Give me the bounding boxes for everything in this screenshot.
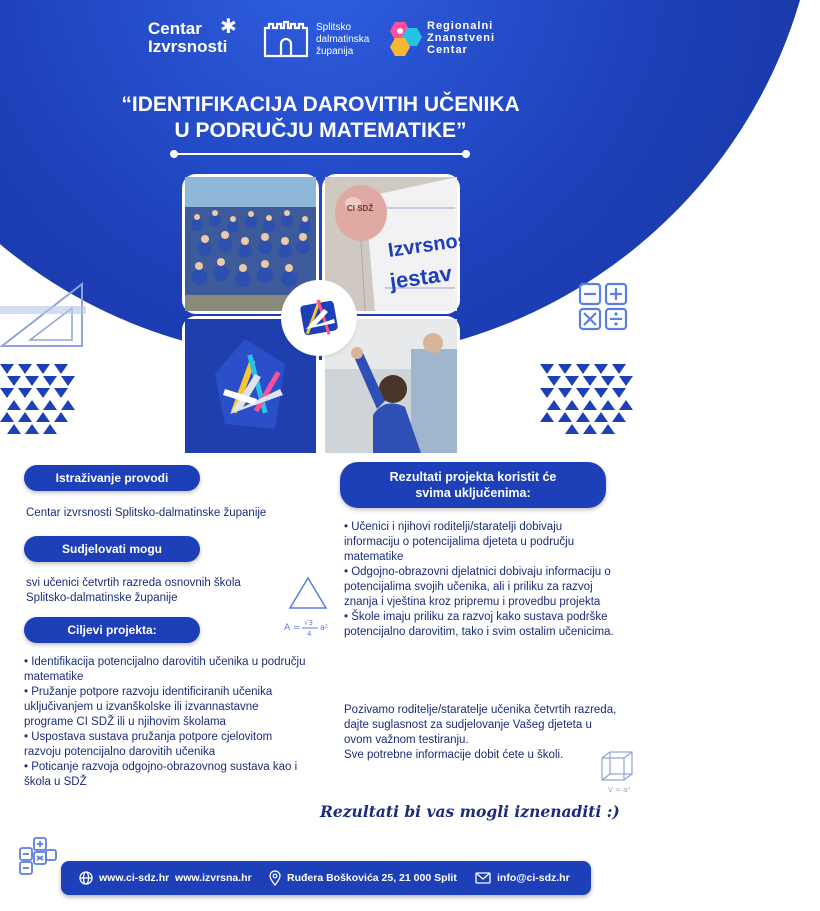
- asterisk-icon: ✱: [220, 16, 237, 38]
- goal-item: • Uspostava sustava pružanja potpore cjelovitom razvoju potencijalno darovitih učenika: [24, 731, 273, 758]
- page-title: [40, 92, 601, 144]
- logo-sdz-line1: Splitsko: [316, 22, 352, 33]
- location-pin-icon: [269, 870, 281, 886]
- goal-item: • Pružanje potpore razvoju identificiranih učenika uključivanjem u izvanškolske ili izvannastavne programe CI SDŽ ili u njihovim školama: [24, 686, 273, 728]
- centar-izvrsnosti-logo: [148, 16, 237, 56]
- invitation-line2: Sve potrebne informacije dobit ćete u školi.: [344, 749, 564, 761]
- title-divider: [170, 150, 470, 158]
- logo-bar: [0, 14, 641, 64]
- research-text: Centar izvrsnosti Splitsko-dalmatinske županije: [26, 507, 267, 519]
- globe-icon: [79, 871, 93, 885]
- triangle-pattern-left: [0, 364, 86, 434]
- center-logo-badge: [284, 283, 354, 353]
- footer-email-text: info@ci-sdz.hr: [497, 872, 570, 884]
- contact-footer: [61, 861, 591, 895]
- logo-rzc-line1: Regionalni: [427, 20, 494, 32]
- logo-sdz-line3: županija: [316, 46, 354, 57]
- formula-fraction: √3: [304, 619, 313, 627]
- triangle-pattern-right: [540, 364, 641, 434]
- results-label-line2: svima uključenima:: [415, 486, 531, 500]
- science-hexagon-icon: [385, 18, 425, 58]
- logo-sdz-line2: dalmatinska: [316, 34, 370, 45]
- footer-email[interactable]: [475, 861, 570, 895]
- logo-ci-line2: Izvrsnosti: [148, 37, 228, 56]
- cube-formula: V = a³: [608, 786, 631, 794]
- title-line2: U PODRUČJU MATEMATIKE”: [174, 119, 467, 142]
- math-operators-icon: [578, 282, 630, 332]
- formula-right: a²: [320, 623, 329, 632]
- balloon-text: CI SDŽ: [347, 204, 374, 213]
- footer-address-text: Ruđera Boškovića 25, 21 000 Split: [287, 872, 457, 884]
- goals-list: [24, 655, 309, 790]
- participants-label: Sudjelovati mogu: [24, 536, 200, 562]
- banner-text-line1: Izvrsnos: [386, 228, 471, 262]
- formula-left: A =: [284, 623, 301, 633]
- invitation-line1: Pozivamo roditelje/staratelje učenika četvrtih razreda, dajte suglasnost za sudjelovanje Vašeg djeteta u ovom važnom testiranju.: [344, 704, 617, 746]
- results-label-line1: Rezultati projekta koristit će: [389, 470, 557, 484]
- results-label: [340, 462, 606, 508]
- logo-rzc-line3: Centar: [427, 44, 468, 56]
- castle-icon: [262, 18, 310, 58]
- logo-rzc-line2: Znanstveni: [427, 32, 496, 44]
- footer-websites[interactable]: [79, 861, 252, 895]
- goal-item: • Identifikacija potencijalno darovitih učenika u području matematike: [24, 656, 306, 683]
- slogan: Rezultati bi vas mogli iznenaditi :): [320, 802, 620, 821]
- footer-websites-text: www.ci-sdz.hr www.izvrsna.hr: [99, 872, 252, 884]
- results-list: [344, 520, 618, 640]
- result-item: • Odgojno-obrazovni djelatnici dobivaju informaciju o potencijalima svojih učenika, ali i priliku za razvoj znanja i vještina kroz pripremu i provedbu projekta: [344, 566, 611, 608]
- result-item: • Škole imaju priliku za razvoj kako sustava podrške potencijalno darovitim, tako i svim ostalim učenicima.: [344, 611, 614, 638]
- title-line1: “IDENTIFIKACIJA DAROVITIH UČENIKA: [121, 93, 520, 116]
- footer-address: [269, 861, 457, 895]
- participants-text: svi učenici četvrtih razreda osnovnih škola Splitsko-dalmatinske županije: [26, 577, 241, 604]
- formula-denominator: 4: [307, 630, 312, 638]
- ruler-triangle-icon: [0, 280, 86, 350]
- invitation-text: [344, 703, 618, 763]
- research-label: Istraživanje provodi: [24, 465, 200, 491]
- banner-text-line2: jestav: [388, 260, 454, 294]
- logo-ci-line1: Centar: [148, 19, 202, 38]
- goal-item: • Poticanje razvoja odgojno-obrazovnog sustava kao i škola u SDŽ: [24, 761, 298, 788]
- calculator-icon: [18, 836, 58, 876]
- regionalni-znanstveni-centar-logo: [385, 18, 525, 62]
- envelope-icon: [475, 872, 491, 884]
- goals-label: Ciljevi projekta:: [24, 617, 200, 643]
- result-item: • Učenici i njihovi roditelji/staratelji dobivaju informaciju o potencijalima djeteta u području matematike: [344, 521, 575, 563]
- splitsko-dalmatinska-zupanija-logo: [262, 18, 382, 62]
- triangle-formula-sketch: [282, 574, 338, 640]
